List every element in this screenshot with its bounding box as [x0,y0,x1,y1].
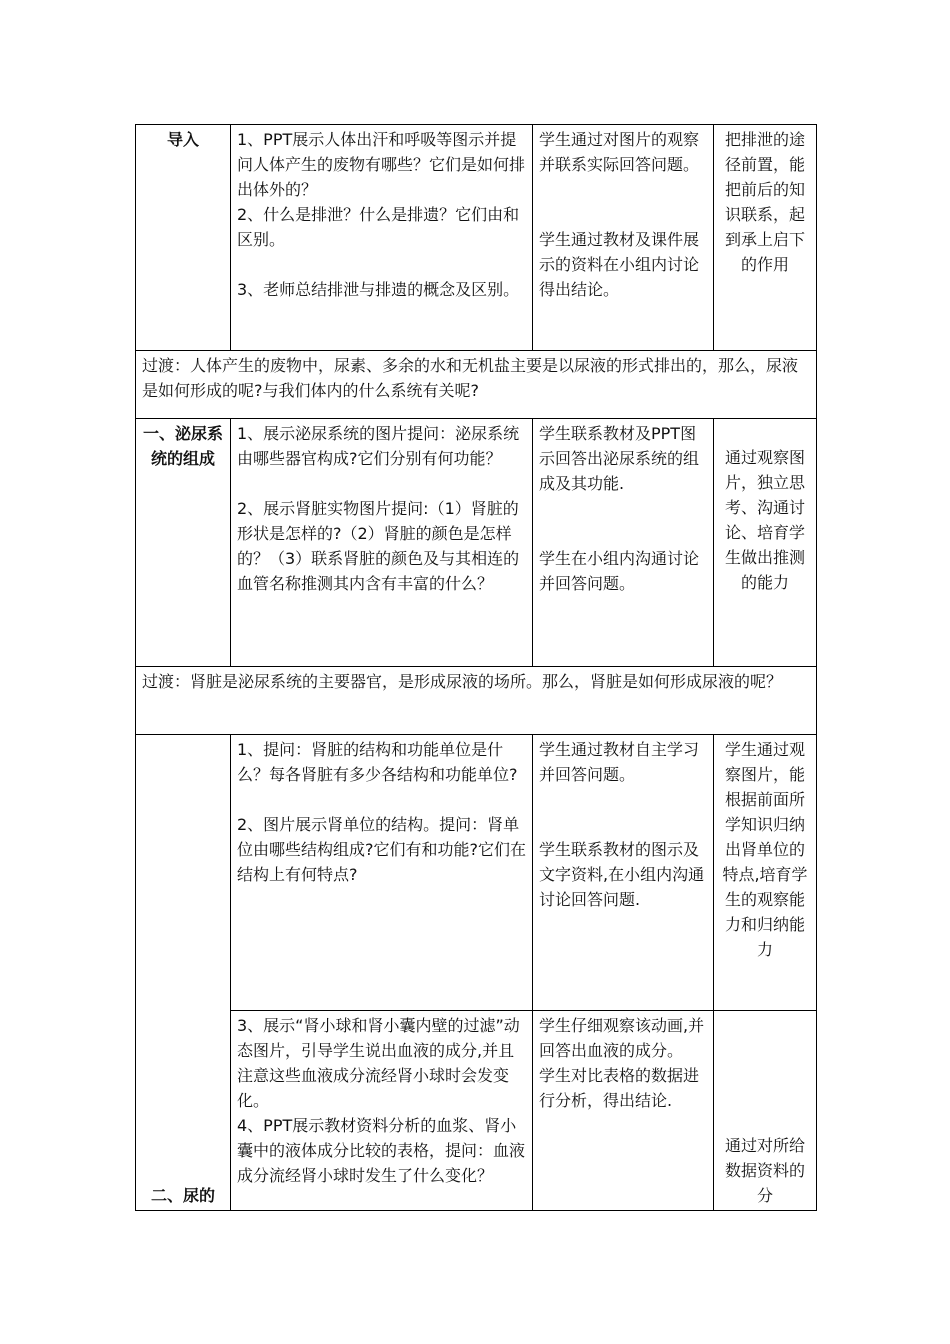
table-row-formation-b [136,1011,817,1211]
student-item: 学生通过教材自主学习并回答问题。 [539,740,700,784]
teacher-activity-formation-a [231,735,533,1011]
teacher-item: 1、提问：肾脏的结构和功能单位是什么？每各肾脏有多少各结构和功能单位? [237,740,518,784]
teacher-item: 1、PPT展示人体出汗和呼吸等图示并提问人体产生的废物有哪些？它们是如何排出体外的？ [237,130,526,199]
student-item: 学生在小组内沟通讨论并回答问题。 [539,549,700,593]
lesson-plan-table [135,124,817,1211]
student-activity-formation-b [533,1011,714,1211]
student-item: 学生仔细观察该动画,并回答出血液的成分。 [539,1016,705,1060]
table-row-transition-1 [136,351,817,419]
student-item: 学生对比表格的数据进行分析，得出结论. [539,1066,700,1110]
design-intent-urinary [714,419,817,667]
student-activity-urinary [533,419,714,667]
teacher-item: 1、展示泌尿系统的图片提问：泌尿系统由哪些器官构成?它们分别有何功能？ [237,424,520,468]
transition-text-2: 过渡：肾脏是泌尿系统的主要器官，是形成尿液的场所。那么，肾脏是如何形成尿液的呢？ [136,667,817,735]
design-intent-intro: 把排泄的途径前置，能把前后的知识联系，起到承上启下的作用 [714,125,817,351]
teacher-activity-intro [231,125,533,351]
stage-intro: 导入 [136,125,231,351]
teacher-item: 2、展示肾脏实物图片提问:（1）肾脏的形状是怎样的?（2）肾脏的颜色是怎样的？（3）联系肾脏的颜色及与其相连的血管名称推测其内含有丰富的什么？ [237,499,520,593]
teacher-item: 3、老师总结排泄与排遗的概念及区别。 [237,280,520,299]
teacher-activity-formation-b [231,1011,533,1211]
stage-urinary-system: 一、泌尿系统的组成 [136,419,231,667]
design-intent-text: 通过对所给数据资料的分 [724,1136,805,1205]
table-row-transition-2 [136,667,817,735]
table-row-formation-a [136,735,817,1011]
student-item: 学生通过教材及课件展示的资料在小组内讨论得出结论。 [539,230,700,299]
teacher-item: 3、展示“肾小球和肾小囊内壁的过滤”动态图片，引导学生说出血液的成分,并且注意这些血液成分流经肾小球时会发变化。 [237,1016,520,1110]
teacher-item: 4、PPT展示教材资料分析的血浆、肾小囊中的液体成分比较的表格，提问：血液成分流经肾小球时发生了什么变化？ [237,1116,526,1185]
student-activity-formation-a [533,735,714,1011]
teacher-item: 2、什么是排泄？什么是排遗？它们由和区别。 [237,205,520,249]
design-intent-formation-b [714,1011,817,1211]
stage-urine-formation: 二、尿的 [136,735,231,1211]
transition-text-1: 过渡：人体产生的废物中，尿素、多余的水和无机盐主要是以尿液的形式排出的，那么，尿液是如何形成的呢?与我们体内的什么系统有关呢? [136,351,817,419]
table-row-urinary-system [136,419,817,667]
teacher-item: 2、图片展示肾单位的结构。提问：肾单位由哪些结构组成?它们有和功能?它们在结构上有何特点? [237,815,526,884]
student-activity-intro [533,125,714,351]
design-intent-formation-a: 学生通过观察图片，能根据前面所学知识归纳出肾单位的特点,培育学生的观察能力和归纳能力 [714,735,817,1011]
teacher-activity-urinary [231,419,533,667]
student-item: 学生通过对图片的观察并联系实际回答问题。 [539,130,700,174]
student-item: 学生联系教材及PPT图示回答出泌尿系统的组成及其功能. [539,424,700,493]
design-intent-text: 通过观察图片，独立思考、沟通讨论、培育学生做出推测的能力 [724,448,805,592]
table-row-intro [136,125,817,351]
student-item: 学生联系教材的图示及文字资料,在小组内沟通讨论回答问题. [539,840,705,909]
